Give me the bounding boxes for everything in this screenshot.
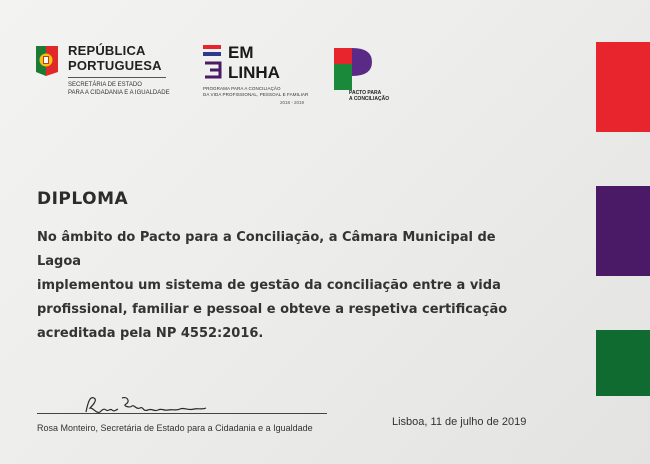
em-linha-subtitle bbox=[203, 86, 308, 97]
three-em-linha-icon bbox=[202, 43, 224, 81]
pacto-conciliacao-text bbox=[349, 90, 389, 102]
side-block-red bbox=[596, 42, 650, 132]
republica-subtitle bbox=[68, 81, 170, 97]
signature-line bbox=[37, 413, 327, 414]
em-linha-title-line2: LINHA bbox=[228, 63, 280, 82]
place-date: Lisboa, 11 de julho de 2019 bbox=[392, 416, 527, 428]
em-linha-sub-line2: DA VIDA PROFISSIONAL, PESSOAL E FAMILIAR bbox=[203, 91, 309, 97]
em-linha-sub-line1: PROGRAMA PARA A CONCILIAÇÃO bbox=[203, 86, 281, 91]
republica-portuguesa-title bbox=[68, 43, 162, 73]
signature-image bbox=[82, 392, 222, 418]
side-block-green bbox=[596, 330, 650, 396]
em-linha-title-line1: EM bbox=[228, 43, 254, 62]
republica-sub-line2: PARA A CIDADANIA E A IGUALDADE bbox=[68, 90, 170, 96]
diploma-line: No âmbito do Pacto para a Conciliação, a Câmara Municipal de Lagoa bbox=[37, 230, 496, 269]
diploma-line: acreditada pela NP 4552:2016. bbox=[37, 326, 264, 341]
pacto-line2: A CONCILIAÇÃO bbox=[349, 96, 390, 102]
side-block-purple bbox=[596, 186, 650, 276]
pacto-conciliacao-logo-icon bbox=[332, 46, 374, 92]
diploma-line: implementou um sistema de gestão da conciliação entre a vida bbox=[37, 278, 501, 293]
signer-name: Rosa Monteiro, Secretária de Estado para a Cidadania e a Igualdade bbox=[37, 423, 313, 433]
em-linha-years: 2018 - 2019 bbox=[280, 100, 305, 105]
pacto-line1: PACTO PARA bbox=[349, 90, 382, 96]
diploma-line: profissional, familiar e pessoal e obteve a respetiva certificação bbox=[37, 302, 508, 317]
diploma-heading: DIPLOMA bbox=[37, 189, 129, 209]
republica-title-line2: PORTUGUESA bbox=[68, 58, 162, 73]
diploma-body bbox=[37, 226, 537, 346]
republica-divider bbox=[68, 77, 166, 78]
republica-sub-line1: SECRETÁRIA DE ESTADO bbox=[68, 82, 142, 88]
republica-title-line1: REPÚBLICA bbox=[68, 43, 146, 58]
em-linha-title bbox=[228, 43, 280, 83]
republica-portuguesa-emblem-icon bbox=[34, 44, 60, 78]
